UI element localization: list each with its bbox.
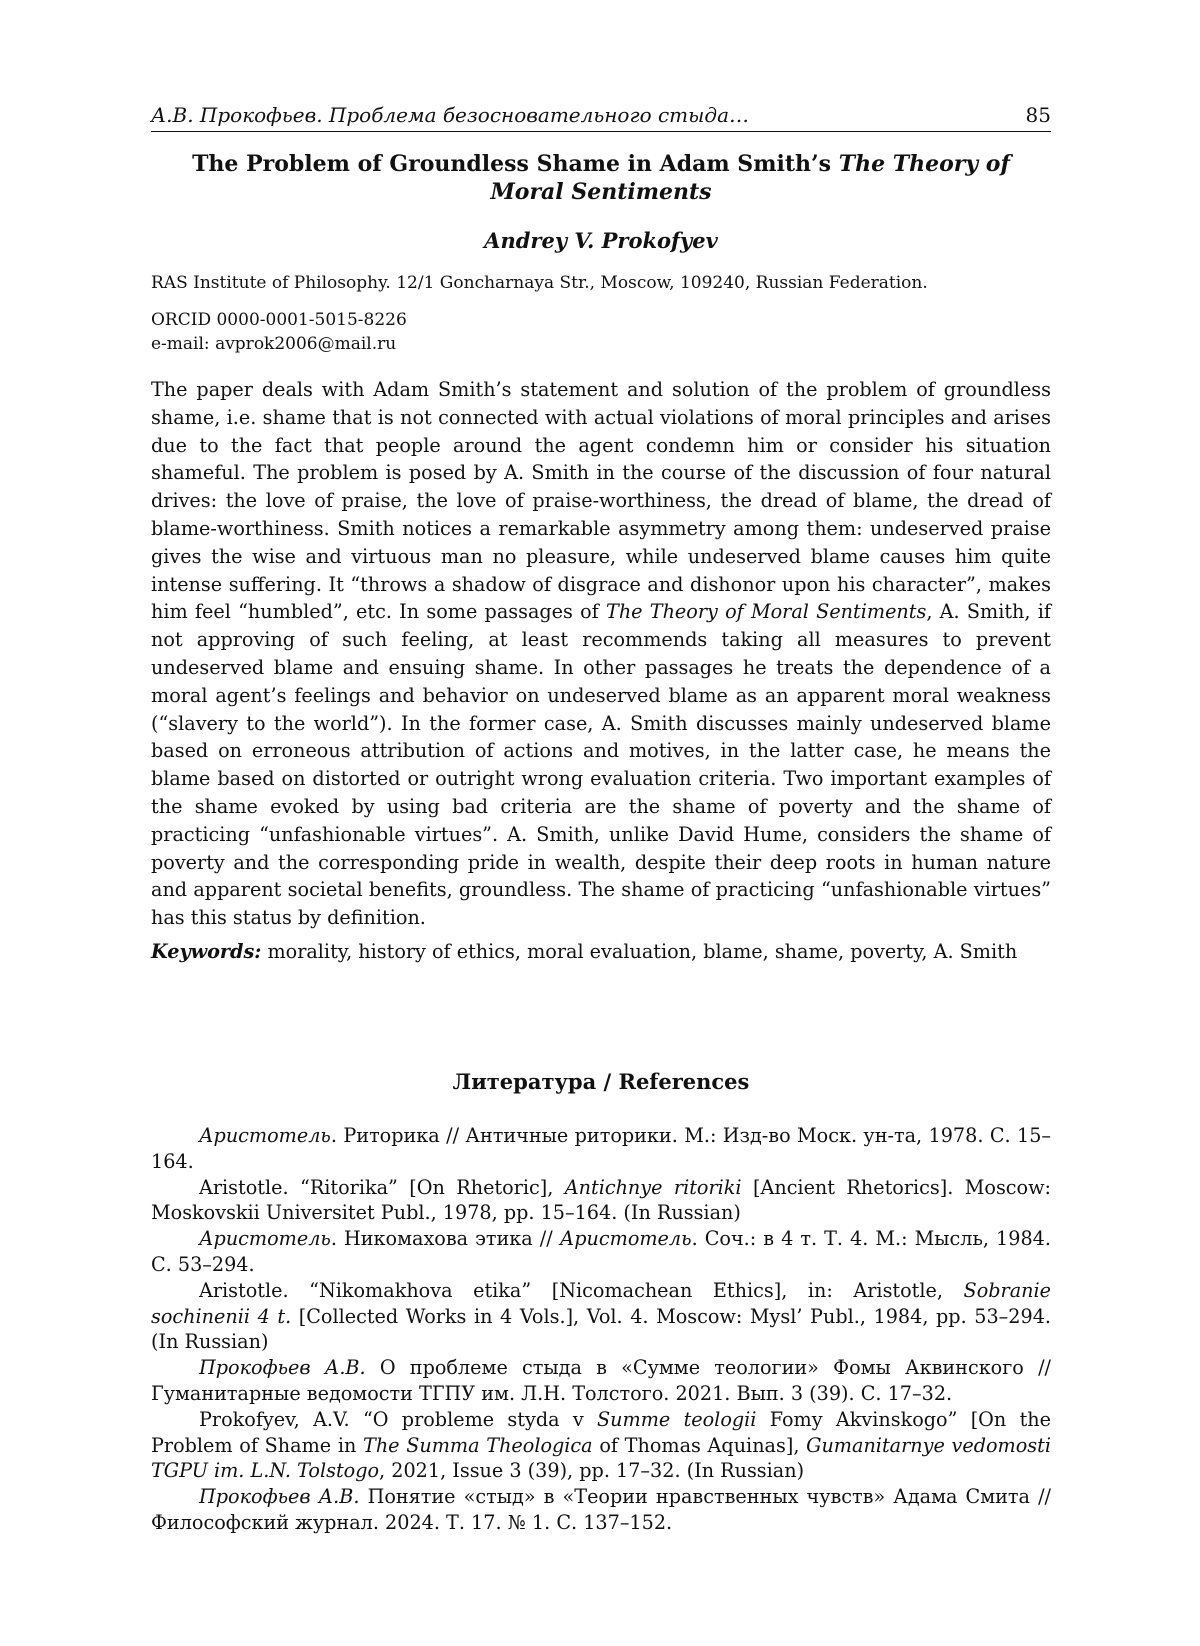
reference-item: Аристотель. Риторика // Античные риторики. М.: Изд-во Моск. ун-та, 1978. С. 15–164.	[151, 1123, 1051, 1173]
article-title	[151, 150, 1051, 206]
abstract-text-italic: The Theory of Moral Sentiments	[606, 600, 927, 624]
article-title-main: The Problem of Groundless Shame in Adam Smith’s	[192, 151, 839, 177]
running-header-title: А.В. Прокофьев. Проблема безосновательного стыда…	[151, 103, 750, 127]
running-header	[151, 103, 1051, 132]
reference-item: Aristotle. “Ritorika” [On Rhetoric], Antichnye ritoriki [Ancient Rhetorics]. Moscow: Moskovskii Universitet Publ., 1978, pp. 15–164. (In Russian)	[151, 1175, 1051, 1225]
keywords	[151, 938, 1051, 965]
references-heading: Литература / References	[452, 1068, 750, 1094]
orcid-id: ORCID 0000-0001-5015-8226	[151, 310, 407, 330]
keywords-text: morality, history of ethics, moral evaluation, blame, shame, poverty, A. Smith	[261, 939, 1018, 963]
author-email: e-mail: avprok2006@mail.ru	[151, 334, 397, 354]
author-name: Andrey V. Prokofyev	[484, 228, 718, 253]
reference-item: Aristotle. “Nikomakhova etika” [Nicomachean Ethics], in: Aristotle, Sobranie sochinenii 4 t. [Collected Works in 4 Vols.], Vol. 4. Moscow: Mysl’ Publ., 1984, pp. 53–294. (In Russian)	[151, 1278, 1052, 1354]
abstract	[151, 376, 1051, 932]
reference-item: Аристотель. Никомахова этика // Аристотель. Соч.: в 4 т. Т. 4. М.: Мысль, 1984. С. 53–294.	[151, 1227, 1051, 1276]
reference-item: Прокофьев А.В. Понятие «стыд» в «Теории нравственных чувств» Адама Смита // Философский журнал. 2024. Т. 17. № 1. С. 137–152.	[151, 1485, 1051, 1534]
page-number: 85	[1025, 103, 1051, 127]
abstract-text-2: , A. Smith, if not approving of such feeling, at least recommends taking all measures to prevent undeserved blame and ensuing shame. In other passages he treats the dependence of a moral agent’s feelings and behavior on undeserved blame as an apparent moral weakness (“slavery to the world”). In the former case, A. Smith discusses mainly undeserved blame based on erroneous attribution of actions and motives, in the latter case, he means the blame based on distorted or outright wrong evaluation criteria. Two important examples of the shame evoked by using bad criteria are the shame of poverty and the shame of practicing “unfashionable virtues”. A. Smith, unlike David Hume, considers the shame of poverty and the corresponding pride in wealth, despite their deep roots in human nature and apparent societal benefits, groundless. The shame of practicing “unfashionable virtues” has this status by definition.	[151, 600, 1051, 930]
author-contacts	[151, 308, 1051, 356]
abstract-text-1: The paper deals with Adam Smith’s statement and solution of the problem of groundless shame, i.e. shame that is not connected with actual violations of moral principles and arises due to the fact that people around the agent condemn him or consider his situation shameful. The problem is posed by A. Smith in the course of the discussion of four natural drives: the love of praise, the love of praise-worthiness, the dread of blame, the dread of blame-worthiness. Smith notices a remarkable asymmetry among them: undeserved praise gives the wise and virtuous man no pleasure, while undeserved blame causes him quite intense suffering. It “throws a shadow of disgrace and dishonor upon his character”, makes him feel “humbled”, etc. In some passages of	[151, 378, 1051, 624]
reference-item: Прокофьев А.В. О проблеме стыда в «Сумме теологии» Фомы Аквинского // Гуманитарные ведомости ТГПУ им. Л.Н. Толстого. 2021. Вып. 3 (39). С. 17–32.	[151, 1356, 1051, 1405]
references-list	[151, 1123, 1051, 1536]
keywords-label: Keywords:	[151, 939, 262, 963]
article-title-italic: The Theory of Moral Sentiments	[490, 151, 1010, 205]
journal-page	[151, 103, 1051, 1536]
author-affiliation: RAS Institute of Philosophy. 12/1 Goncharnaya Str., Moscow, 109240, Russian Federation.	[151, 273, 928, 293]
reference-item: Prokofyev, A.V. “O probleme styda v Summe teologii Fomy Akvinskogo” [On the Problem of Shame in The Summa Theologica of Thomas Aquinas], Gumanitarnye vedomosti TGPU im. L.N. Tolstogo, 2021, Issue 3 (39), pp. 17–32. (In Russian)	[151, 1407, 1052, 1483]
